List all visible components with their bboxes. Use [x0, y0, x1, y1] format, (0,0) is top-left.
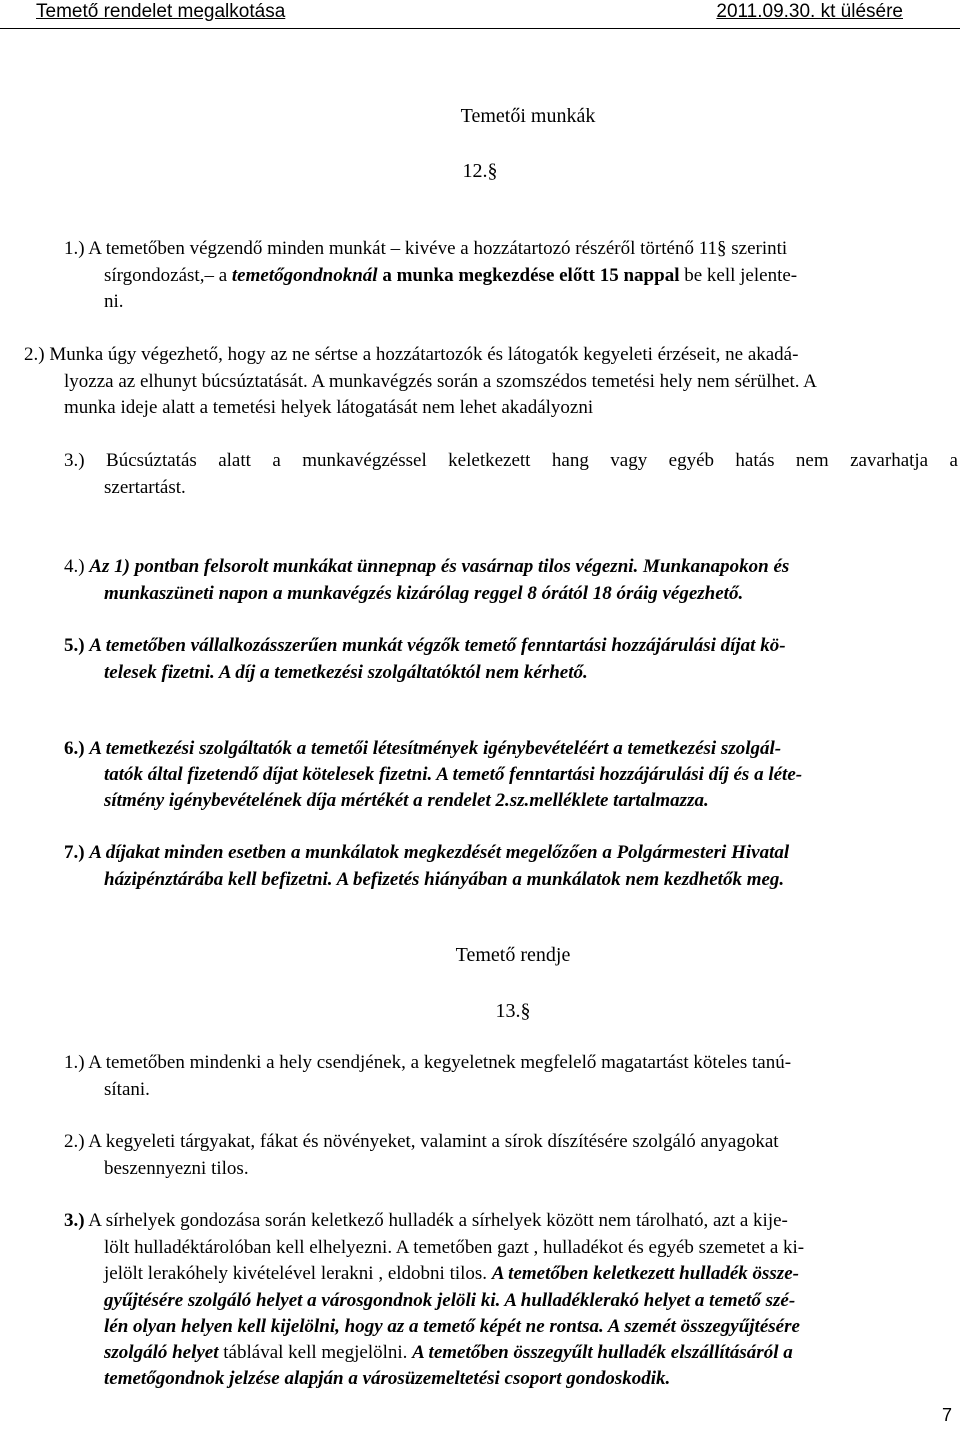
s1-p2-line3: munka ideje alatt a temetési helyek látogatását nem lehet akadályozni	[64, 397, 594, 418]
paragraph-sign-icon: §	[487, 160, 498, 182]
paragraph-sign-icon: §	[717, 238, 727, 259]
s1-p4-text-a: Az 1) pontban felsorolt munkákat ünnepnap és vasárnap tilos végezni. Munkanapokon és	[89, 556, 790, 577]
s1-p5-line1	[64, 635, 786, 657]
s2-p3-text-d: gyűjtésére szolgáló helyet a városgondnok jelöli ki. A hulladéklerakó helyet a temető szé-	[104, 1290, 796, 1311]
s1-p6-text-c: sítmény igénybevételének díja mértékét a rendelet 2.sz.melléklete tartalmazza.	[104, 790, 709, 811]
s2-p3-text-f1: szolgáló helyet	[104, 1342, 219, 1363]
s1-p1-text-e: a munka megkezdése előtt 15 nappal	[382, 265, 680, 286]
s2-p2-line2: beszennyezni tilos.	[104, 1158, 249, 1179]
s1-p6-text-a: A temetkezési szolgáltatók a temetői létesítmények igénybevételéért a temetkezési szolgál-	[89, 738, 782, 759]
s1-p2-line2: lyozza az elhunyt búcsúztatását. A munkavégzés során a szomszédos temetési hely nem sérülhet. A	[64, 371, 817, 392]
section-title-temetoi-munkak: Temetői munkák	[460, 105, 596, 127]
s2-p3-text-c1: jelölt lerakóhely kivételével lerakni , eldobni tilos.	[104, 1263, 488, 1284]
s1-p1-line1	[64, 238, 787, 260]
s1-p7-text-a: A díjakat minden esetben a munkálatok megkezdését megelőzően a Polgármesteri Hivatal	[89, 842, 790, 863]
section-number-text: 12.	[462, 160, 488, 182]
s1-p5-number: 5.)	[64, 635, 85, 656]
section-number-13	[0, 1000, 960, 1022]
section-title-temeto-rendje: Temető rendje	[455, 944, 571, 966]
s1-p4-number: 4.)	[64, 556, 85, 577]
s2-p3-line4	[104, 1290, 795, 1312]
s1-p6-number: 6.)	[64, 738, 85, 759]
s1-p5-line2	[104, 662, 588, 684]
s2-p2-line1: 2.) A kegyeleti tárgyakat, fákat és növényeket, valamint a sírok díszítésére szolgáló anyagokat	[64, 1131, 779, 1152]
s2-p1-line2: sítani.	[104, 1079, 150, 1100]
paragraph-sign-icon: §	[520, 1000, 531, 1022]
s2-p3-line2: lölt hulladéktárolóban kell elhelyezni. A temetőben gazt , hulladékot és egyéb szemetet a ki-	[104, 1237, 805, 1258]
s2-p3-line7	[104, 1368, 670, 1390]
s1-p3-line1: 3.) Búcsúztatás alatt a munkavégzéssel keletkezett hang vagy egyéb hatás nem zavarhatja a	[64, 450, 958, 471]
s1-p1-text-d: temetőgondnoknál	[231, 265, 378, 286]
header-document-title: Temető rendelet megalkotása	[36, 1, 286, 22]
s1-p1-text-b: szerinti	[731, 238, 788, 259]
header-meeting-date: 2011.09.30. kt ülésére	[716, 1, 903, 22]
s2-p3-line3	[104, 1263, 799, 1285]
s1-p1-text-c: sírgondozást,– a	[104, 265, 228, 286]
s1-p6-text-b: tatók által fizetendő díjat kötelesek fizetni. A temető fenntartási hozzájárulási díj és a léte-	[104, 764, 803, 785]
s1-p6-line1	[64, 738, 781, 760]
page-number: 7	[941, 1405, 952, 1425]
s1-p4-line2	[104, 583, 743, 605]
s2-p3-number: 3.)	[64, 1210, 85, 1231]
s1-p1-text-a: 1.) A temetőben végzendő minden munkát – kivéve a hozzátartozó részéről történő 11	[64, 238, 717, 259]
s2-p3-line5	[104, 1316, 800, 1338]
s2-p3-text-f3: A temetőben összegyűlt hulladék elszállításáról a	[412, 1342, 793, 1363]
section-number-text: 13.	[495, 1000, 521, 1022]
s2-p3-line1	[64, 1210, 788, 1232]
s1-p5-text-b: telesek fizetni. A díj a temetkezési szolgáltatóktól nem kérhető.	[104, 662, 588, 683]
s1-p6-line2	[104, 764, 802, 786]
s1-p7-text-b: házipénztárába kell befizetni. A befizetés hiányában a munkálatok nem kezdhetők meg.	[104, 869, 785, 890]
section-number-12	[0, 160, 960, 182]
s2-p3-text-e: lén olyan helyen kell kijelölni, hogy az a temető képét ne rontsa. A szemét összegyűjtésére	[104, 1316, 800, 1337]
s1-p7-line1	[64, 842, 789, 864]
s1-p1-line2	[104, 265, 797, 287]
s2-p3-line6	[104, 1342, 793, 1364]
s1-p3-line2: szertartást.	[104, 477, 186, 498]
s1-p4-line1	[64, 556, 789, 578]
s1-p6-line3	[104, 790, 709, 812]
s1-p1-line3: ni.	[104, 291, 124, 312]
s2-p3-text-c2: A temetőben keletkezett hulladék össze-	[491, 1263, 799, 1284]
s2-p3-text-f2: táblával kell megjelölni.	[223, 1342, 408, 1363]
s1-p5-text-a: A temetőben vállalkozásszerűen munkát végzők temető fenntartási hozzájárulási díjat kö-	[89, 635, 786, 656]
page-header	[0, 0, 960, 29]
s2-p1-line1: 1.) A temetőben mindenki a hely csendjének, a kegyeletnek megfelelő magatartást köteles tanú-	[64, 1052, 792, 1073]
s1-p1-text-f: be kell jelente-	[684, 265, 798, 286]
s2-p3-text-g: temetőgondnok jelzése alapján a városüzemeltetési csoport gondoskodik.	[104, 1368, 671, 1389]
s2-p3-text-a: A sírhelyek gondozása során keletkező hulladék a sírhelyek között nem tárolható, azt a kije-	[88, 1210, 788, 1231]
s1-p2-line1: 2.) Munka úgy végezhető, hogy az ne sértse a hozzátartozók és látogatók kegyeleti érzéseit, ne akadá-	[24, 344, 799, 365]
s1-p7-line2	[104, 869, 784, 891]
s1-p4-text-b: munkaszüneti napon a munkavégzés kizárólag reggel 8 órától 18 óráig végezhető.	[104, 583, 744, 604]
s1-p7-number: 7.)	[64, 842, 85, 863]
